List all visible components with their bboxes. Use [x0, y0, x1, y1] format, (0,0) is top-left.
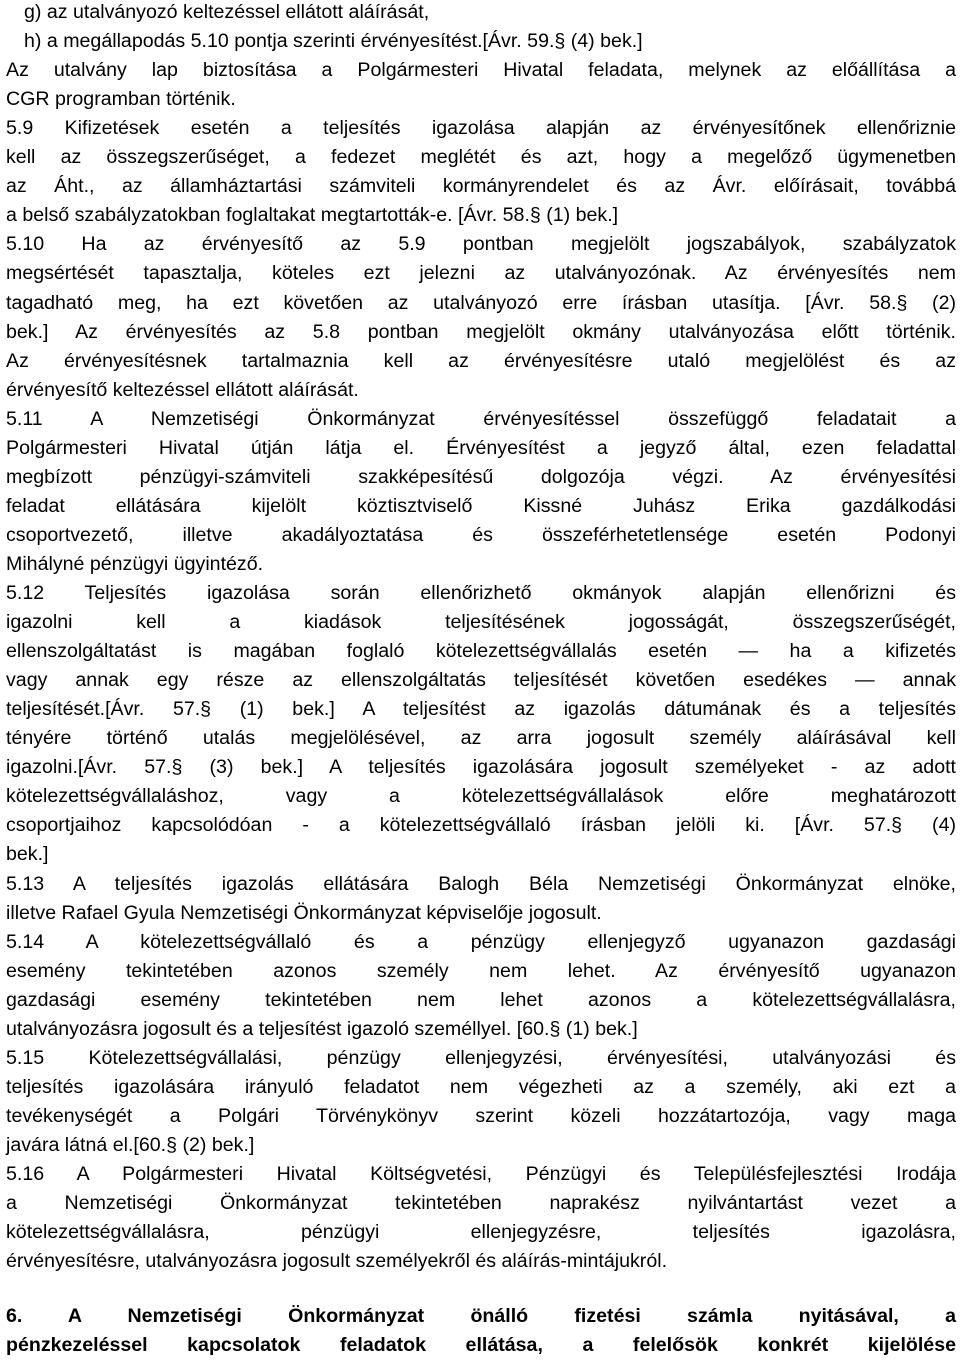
text-line: igazolni kell a kiadások teljesítésének jogosságát, összegszerűségét,	[6, 611, 956, 633]
text-line: csoportvezető, illetve akadályoztatása és összeférhetetlensége esetén Podonyi	[6, 524, 956, 546]
text-line: esemény tekintetében azonos személy nem lehet. Az érvényesítő ugyanazon	[6, 960, 956, 982]
text-line: kell az összegszerűséget, a fedezet meglétét és azt, hogy a megelőző ügymenetben	[6, 146, 956, 168]
text-line: tagadható meg, ha ezt követően az utalványozó erre írásban utasítja. [Ávr. 58.§ (2)	[6, 292, 956, 314]
text-line: teljesítés igazolására irányuló feladatot nem végezheti az a személy, aki ezt a	[6, 1076, 956, 1098]
text-line: az Áht., az államháztartási számviteli kormányrendelet és az Ávr. előírásait, továbbá	[6, 175, 956, 197]
text-line: tevékenységét a Polgári Törvénykönyv szerint közeli hozzátartozója, vagy maga	[6, 1105, 956, 1127]
text-line: utalványozásra jogosult és a teljesítést igazoló személlyel. [60.§ (1) bek.]	[6, 1018, 638, 1040]
text-line: tényére történő utalás megjelölésével, az arra jogosult személy aláírásával kell	[6, 727, 956, 749]
text-line: javára látná el.[60.§ (2) bek.]	[6, 1134, 255, 1156]
text-line: érvényesítő keltezéssel ellátott aláírását.	[6, 379, 359, 401]
text-line: Mihályné pénzügyi ügyintéző.	[6, 553, 264, 575]
text-line: megsértését tapasztalja, köteles ezt jelezni az utalványozónak. Az érvényesítés nem	[6, 262, 956, 284]
text-line: teljesítését.[Ávr. 57.§ (1) bek.] A teljesítést az igazolás dátumának és a teljesítés	[6, 698, 956, 720]
text-line: csoportjaihoz kapcsolódóan - a kötelezettségvállaló írásban jelöli ki. [Ávr. 57.§ (4)	[6, 814, 956, 836]
text-line: érvényesítésre, utalványozásra jogosult személyekről és aláírás-mintájukról.	[6, 1250, 668, 1272]
text-line: gazdasági esemény tekintetében nem lehet azonos a kötelezettségvállalásra,	[6, 989, 956, 1011]
text-line: 5.11 A Nemzetiségi Önkormányzat érvényesítéssel összefüggő feladatait a	[6, 408, 956, 430]
section-heading-line-1: 6. A Nemzetiségi Önkormányzat önálló fizetési számla nyitásával, a	[6, 1305, 956, 1327]
text-line: ellenszolgáltatást is magában foglaló kötelezettségvállalás esetén — ha a kifizetés	[6, 640, 956, 662]
text-line: 5.9 Kifizetések esetén a teljesítés igazolása alapján az érvényesítőnek ellenőriznie	[6, 117, 956, 139]
text-line: CGR programban történik.	[6, 88, 236, 110]
text-line: feladat ellátására kijelölt köztisztviselő Kissné Juhász Erika gazdálkodási	[6, 495, 956, 517]
text-line: illetve Rafael Gyula Nemzetiségi Önkormányzat képviselője jogosult.	[6, 902, 602, 924]
text-line: Az utalvány lap biztosítása a Polgármesteri Hivatal feladata, melynek az előállítása a	[6, 59, 956, 81]
text-line: 5.12 Teljesítés igazolása során ellenőrizhető okmányok alapján ellenőrizni és	[6, 582, 956, 604]
text-line: kötelezettségvállalásra, pénzügyi ellenjegyzésre, teljesítés igazolásra,	[6, 1221, 956, 1243]
text-line: g) az utalványozó keltezéssel ellátott aláírását,	[24, 1, 430, 23]
text-line: 5.15 Kötelezettségvállalási, pénzügy ellenjegyzési, érvényesítési, utalványozási és	[6, 1047, 956, 1069]
text-line: a belső szabályzatokban foglaltakat megtartották-e. [Ávr. 58.§ (1) bek.]	[6, 204, 619, 226]
text-line: 5.10 Ha az érvényesítő az 5.9 pontban megjelölt jogszabályok, szabályzatok	[6, 233, 956, 255]
text-line: bek.]	[6, 843, 49, 865]
text-line: 5.16 A Polgármesteri Hivatal Költségvetési, Pénzügyi és Településfejlesztési Irodája	[6, 1163, 956, 1185]
text-line: bek.] Az érvényesítés az 5.8 pontban megjelölt okmány utalványozása előtt történik.	[6, 321, 956, 343]
text-line: 5.14 A kötelezettségvállaló és a pénzügy ellenjegyző ugyanazon gazdasági	[6, 931, 956, 953]
text-line: kötelezettségvállaláshoz, vagy a kötelezettségvállalások előre meghatározott	[6, 785, 956, 807]
text-line: Polgármesteri Hivatal útján látja el. Érvényesítést a jegyző által, ezen feladattal	[6, 437, 956, 459]
text-line: megbízott pénzügyi-számviteli szakképesítésű dolgozója végzi. Az érvényesítési	[6, 466, 956, 488]
text-line: h) a megállapodás 5.10 pontja szerinti érvényesítést.[Ávr. 59.§ (4) bek.]	[24, 30, 643, 52]
text-line: a Nemzetiségi Önkormányzat tekintetében naprakész nyilvántartást vezet a	[6, 1192, 956, 1214]
text-line: vagy annak egy része az ellenszolgáltatás teljesítését követően esedékes — annak	[6, 669, 956, 691]
text-line: Az érvényesítésnek tartalmaznia kell az érvényesítésre utaló megjelölést és az	[6, 350, 956, 372]
text-line: 5.13 A teljesítés igazolás ellátására Balogh Béla Nemzetiségi Önkormányzat elnöke,	[6, 873, 956, 895]
section-heading-line-2: pénzkezeléssel kapcsolatok feladatok ellátása, a felelősök konkrét kijelölése	[6, 1334, 956, 1356]
text-line: igazolni.[Ávr. 57.§ (3) bek.] A teljesítés igazolására jogosult személyeket - az adott	[6, 756, 956, 778]
